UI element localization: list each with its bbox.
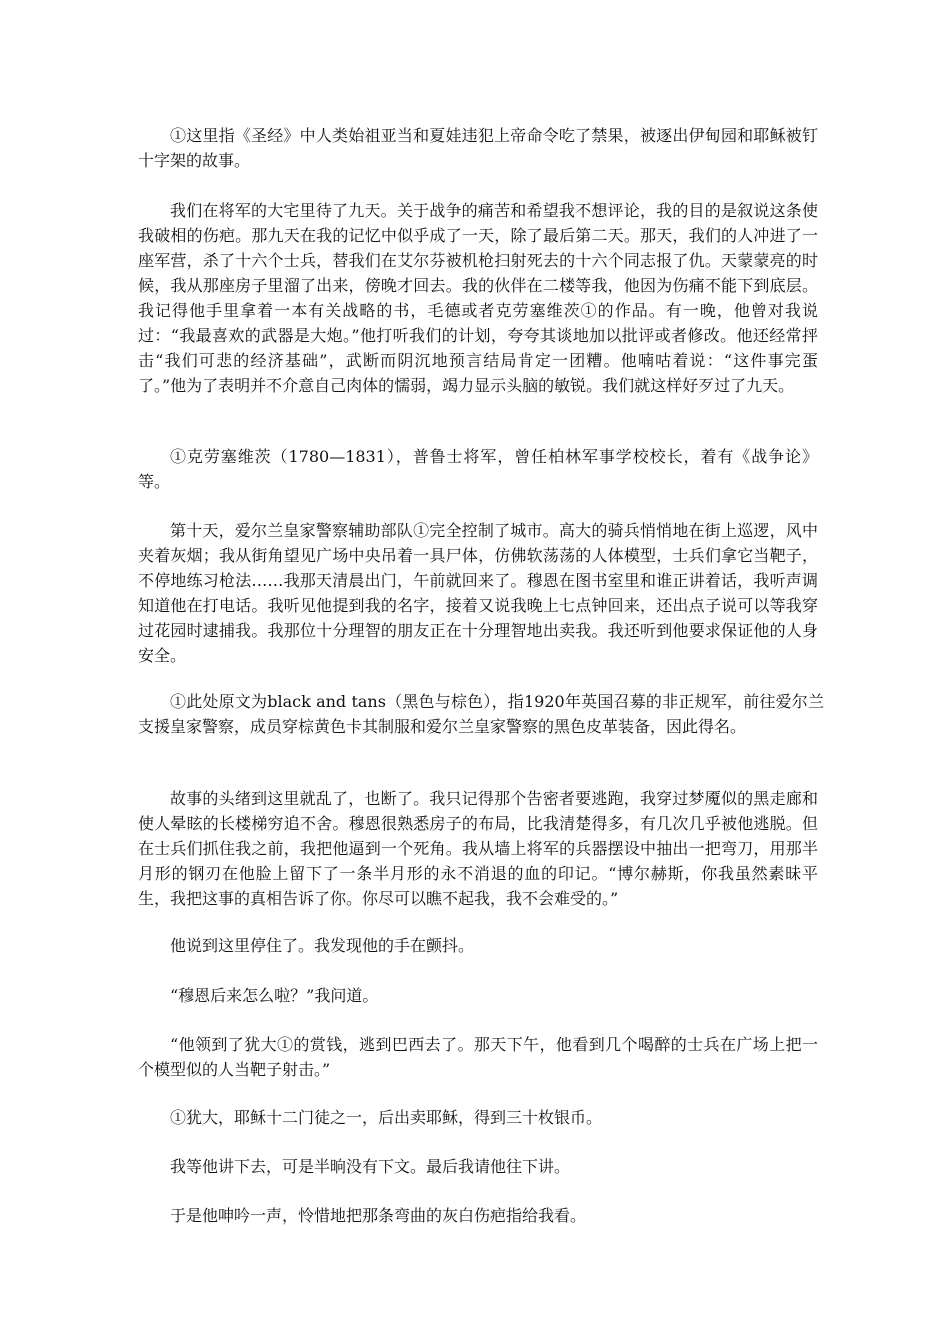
footnote-paragraph: ①克劳塞维茨（1780—1831），普鲁士将军，曾任柏林军事学校校长，着有《战争论》等。	[138, 447, 818, 491]
body-paragraph: 他说到这里停住了。我发现他的手在颤抖。	[170, 936, 475, 955]
body-paragraph: 我们在将军的大宅里待了九天。关于战争的痛苦和希望我不想评论，我的目的是叙说这条使我破相的伤疤。那九天在我的记忆中似乎成了一天，除了最后第二天。那天，我们的人冲进了一座军营，杀了十六个士兵，替我们在艾尔芬被机枪扫射死去的十六个同志报了仇。天蒙蒙亮的时候，我从那座房子里溜了出来，傍晚才回去。我的伙伴在二楼等我，他因为伤痛不能下到底层。我记得他手里拿着一本有关战略的书，毛德或者克劳塞维茨①的作品。有一晚，他曾对我说过：“我最喜欢的武器是大炮。”他打听我们的计划，夸夸其谈地加以批评或者修改。他还经常抨击“我们可悲的经济基础”，武断而阴沉地预言结局肯定一团糟。他喃咕着说：“这件事完蛋了。”他为了表明并不介意自己肉体的懦弱，竭力显示头脑的敏锐。我们就这样好歹过了九天。	[138, 201, 818, 395]
body-paragraph: “他领到了犹大①的赏钱，逃到巴西去了。那天下午，他看到几个喝醉的士兵在广场上把一个模型似的人当靶子射击。”	[138, 1035, 818, 1079]
body-paragraph: “穆恩后来怎么啦？”我问道。	[170, 986, 379, 1005]
footnote-paragraph: ①这里指《圣经》中人类始祖亚当和夏娃违犯上帝命令吃了禁果，被逐出伊甸园和耶稣被钉十字架的故事。	[138, 126, 818, 170]
body-paragraph: 故事的头绪到这里就乱了，也断了。我只记得那个告密者要逃跑，我穿过梦魇似的黑走廊和使人晕眩的长楼梯穷追不舍。穆恩很熟悉房子的布局，比我清楚得多，有几次几乎被他逃脱。但在士兵们抓住我之前，我把他逼到一个死角。我从墙上将军的兵器摆设中抽出一把弯刀，用那半月形的钢刃在他脸上留下了一条半月形的永不消退的血的印记。“博尔赫斯，你我虽然素昧平生，我把这事的真相告诉了你。你尽可以瞧不起我，我不会难受的。”	[138, 789, 818, 908]
body-paragraph: 于是他呻吟一声，怜惜地把那条弯曲的灰白伤疤指给我看。	[170, 1206, 587, 1225]
body-paragraph: 我等他讲下去，可是半晌没有下文。最后我请他往下讲。	[170, 1157, 571, 1176]
footnote-paragraph: ①此处原文为black and tans（黑色与棕色），指1920年英国召募的非正规军，前往爱尔兰支援皇家警察，成员穿棕黄色卡其制服和爱尔兰皇家警察的黑色皮革装备，因此得名。	[138, 692, 824, 736]
footnote-paragraph: ①犹大，耶稣十二门徒之一，后出卖耶稣，得到三十枚银币。	[170, 1108, 603, 1127]
body-paragraph: 第十天，爱尔兰皇家警察辅助部队①完全控制了城市。高大的骑兵悄悄地在街上巡逻，风中夹着灰烟；我从街角望见广场中央吊着一具尸体，仿佛软荡荡的人体模型，士兵们拿它当靶子，不停地练习枪法……我那天清晨出门，午前就回来了。穆恩在图书室里和谁正讲着话，我听声调知道他在打电话。我听见他提到我的名字，接着又说我晚上七点钟回来，还出点子说可以等我穿过花园时逮捕我。我那位十分理智的朋友正在十分理智地出卖我。我还听到他要求保证他的人身安全。	[138, 521, 818, 665]
